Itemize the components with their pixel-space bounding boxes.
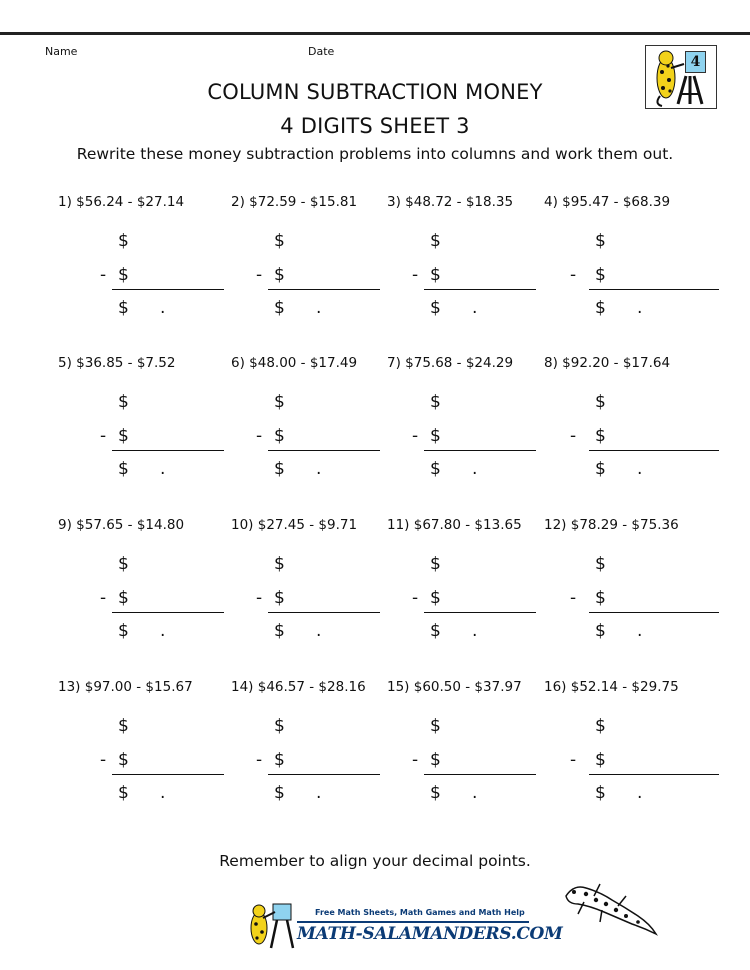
minus-sign: - (100, 750, 107, 770)
minus-sign: - (570, 265, 577, 285)
decimal-point: . (637, 298, 643, 318)
problem-text: 10) $27.45 - $9.71 (231, 517, 358, 533)
answer-line (112, 450, 224, 451)
answer-line (112, 612, 224, 613)
problem-text: 4) $95.47 - $68.39 (544, 194, 671, 210)
decimal-point: . (160, 459, 166, 479)
minus-sign: - (256, 750, 263, 770)
problem-5 (58, 355, 228, 495)
problem-14 (231, 679, 401, 819)
minus-sign: - (570, 750, 577, 770)
dollar-sign: $ (274, 716, 285, 736)
answer-line (589, 612, 719, 613)
problem-7 (387, 355, 557, 495)
dollar-sign: $ (274, 265, 285, 285)
minus-sign: - (412, 265, 419, 285)
problem-1 (58, 194, 228, 334)
dollar-sign: $ (274, 392, 285, 412)
footer-site-name: MATH-SALAMANDERS.COM (297, 924, 563, 944)
decimal-point: . (160, 621, 166, 641)
decimal-point: . (316, 298, 322, 318)
problem-text: 2) $72.59 - $15.81 (231, 194, 358, 210)
dollar-sign: $ (274, 554, 285, 574)
problem-text: 16) $52.14 - $29.75 (544, 679, 679, 695)
decimal-point: . (472, 783, 478, 803)
problem-4 (544, 194, 714, 334)
dollar-sign: $ (118, 265, 129, 285)
decimal-point: . (316, 621, 322, 641)
problem-8 (544, 355, 714, 495)
instructions: Rewrite these money subtraction problems into columns and work them out. (76, 145, 674, 163)
salamander-icon (560, 876, 660, 938)
answer-line (424, 450, 536, 451)
problem-10 (231, 517, 401, 657)
dollar-sign: $ (595, 298, 606, 318)
decimal-point: . (637, 621, 643, 641)
dollar-sign: $ (274, 621, 285, 641)
problem-16 (544, 679, 714, 819)
dollar-sign: $ (118, 783, 129, 803)
answer-line (268, 612, 380, 613)
problem-text: 3) $48.72 - $18.35 (387, 194, 514, 210)
problem-6 (231, 355, 401, 495)
dollar-sign: $ (118, 750, 129, 770)
dollar-sign: $ (118, 588, 129, 608)
problem-text: 8) $92.20 - $17.64 (544, 355, 671, 371)
dollar-sign: $ (430, 265, 441, 285)
problem-12 (544, 517, 714, 657)
dollar-sign: $ (430, 621, 441, 641)
decimal-point: . (472, 298, 478, 318)
problem-text: 15) $60.50 - $37.97 (387, 679, 522, 695)
answer-line (589, 450, 719, 451)
minus-sign: - (100, 265, 107, 285)
problem-text: 5) $36.85 - $7.52 (58, 355, 176, 371)
title-line-2: 4 DIGITS SHEET 3 (280, 114, 470, 138)
minus-sign: - (256, 426, 263, 446)
dollar-sign: $ (595, 554, 606, 574)
dollar-sign: $ (430, 783, 441, 803)
dollar-sign: $ (274, 783, 285, 803)
dollar-sign: $ (118, 426, 129, 446)
dollar-sign: $ (595, 265, 606, 285)
problem-text: 9) $57.65 - $14.80 (58, 517, 185, 533)
problem-11 (387, 517, 557, 657)
dollar-sign: $ (430, 716, 441, 736)
answer-line (589, 774, 719, 775)
problem-text: 13) $97.00 - $15.67 (58, 679, 193, 695)
date-label: Date (308, 45, 335, 58)
problem-text: 11) $67.80 - $13.65 (387, 517, 522, 533)
dollar-sign: $ (595, 783, 606, 803)
dollar-sign: $ (274, 459, 285, 479)
problem-text: 7) $75.68 - $24.29 (387, 355, 514, 371)
dollar-sign: $ (595, 716, 606, 736)
dollar-sign: $ (118, 298, 129, 318)
answer-line (268, 450, 380, 451)
dollar-sign: $ (274, 231, 285, 251)
answer-line (112, 289, 224, 290)
decimal-point: . (472, 621, 478, 641)
minus-sign: - (256, 588, 263, 608)
dollar-sign: $ (595, 231, 606, 251)
problem-text: 12) $78.29 - $75.36 (544, 517, 679, 533)
dollar-sign: $ (430, 750, 441, 770)
footer-tagline: Free Math Sheets, Math Games and Math Help (315, 908, 525, 917)
decimal-point: . (160, 298, 166, 318)
decimal-point: . (316, 459, 322, 479)
decimal-point: . (637, 783, 643, 803)
problem-text: 1) $56.24 - $27.14 (58, 194, 185, 210)
answer-line (268, 774, 380, 775)
minus-sign: - (570, 426, 577, 446)
decimal-point: . (472, 459, 478, 479)
answer-line (424, 774, 536, 775)
grade-badge: 4 (685, 51, 706, 73)
name-label: Name (45, 45, 78, 58)
dollar-sign: $ (118, 554, 129, 574)
decimal-point: . (316, 783, 322, 803)
dollar-sign: $ (274, 750, 285, 770)
dollar-sign: $ (430, 392, 441, 412)
minus-sign: - (100, 426, 107, 446)
dollar-sign: $ (118, 392, 129, 412)
dollar-sign: $ (595, 750, 606, 770)
dollar-sign: $ (430, 554, 441, 574)
dollar-sign: $ (430, 588, 441, 608)
minus-sign: - (412, 588, 419, 608)
problem-text: 6) $48.00 - $17.49 (231, 355, 358, 371)
answer-line (589, 289, 719, 290)
dollar-sign: $ (118, 716, 129, 736)
problem-text: 14) $46.57 - $28.16 (231, 679, 366, 695)
minus-sign: - (412, 750, 419, 770)
dollar-sign: $ (595, 621, 606, 641)
decimal-point: . (160, 783, 166, 803)
dollar-sign: $ (430, 231, 441, 251)
dollar-sign: $ (595, 426, 606, 446)
minus-sign: - (570, 588, 577, 608)
dollar-sign: $ (274, 298, 285, 318)
problem-9 (58, 517, 228, 657)
minus-sign: - (100, 588, 107, 608)
problem-3 (387, 194, 557, 334)
dollar-sign: $ (274, 426, 285, 446)
dollar-sign: $ (430, 426, 441, 446)
dollar-sign: $ (118, 459, 129, 479)
problem-13 (58, 679, 228, 819)
title-line-1: COLUMN SUBTRACTION MONEY (207, 80, 543, 104)
math-salamanders-logo-icon (243, 900, 299, 950)
decimal-point: . (637, 459, 643, 479)
problem-2 (231, 194, 401, 334)
reminder-text: Remember to align your decimal points. (219, 852, 531, 870)
dollar-sign: $ (595, 392, 606, 412)
dollar-sign: $ (430, 298, 441, 318)
dollar-sign: $ (118, 621, 129, 641)
minus-sign: - (412, 426, 419, 446)
problem-15 (387, 679, 557, 819)
footer-divider (297, 921, 529, 923)
answer-line (268, 289, 380, 290)
dollar-sign: $ (430, 459, 441, 479)
answer-line (424, 289, 536, 290)
answer-line (112, 774, 224, 775)
dollar-sign: $ (118, 231, 129, 251)
answer-line (424, 612, 536, 613)
dollar-sign: $ (595, 588, 606, 608)
dollar-sign: $ (274, 588, 285, 608)
minus-sign: - (256, 265, 263, 285)
dollar-sign: $ (595, 459, 606, 479)
top-border-line (0, 32, 750, 35)
